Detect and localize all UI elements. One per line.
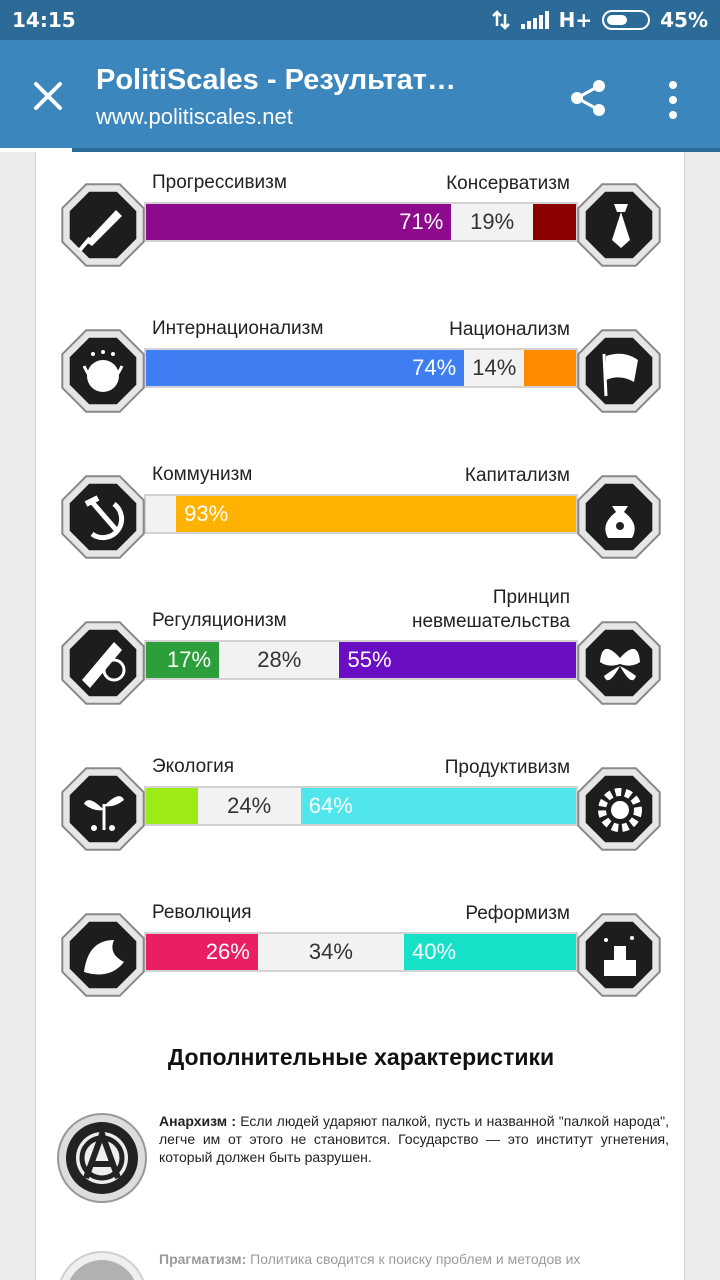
axis-row	[36, 736, 685, 836]
axis-bar	[144, 932, 578, 972]
axis-left-label: Регуляционизм	[152, 610, 287, 631]
bar-segment-right	[524, 350, 576, 386]
additional-item-text	[159, 1250, 669, 1268]
page-title: PolitiScales - Результат…	[96, 64, 456, 96]
close-icon[interactable]	[28, 76, 68, 116]
bar-segment-right	[533, 204, 576, 240]
sprout-icon	[58, 764, 148, 854]
rocket-icon	[58, 180, 148, 270]
battery-icon	[602, 10, 650, 30]
app-bar	[0, 40, 720, 148]
bar-segment-right: 93%	[176, 496, 576, 532]
axis-left-label: Коммунизм	[152, 464, 253, 485]
axis-right-label: Консерватизм	[446, 173, 570, 194]
more-options-icon[interactable]	[662, 78, 684, 122]
additional-section-title: Дополнительные характеристики	[167, 1044, 555, 1070]
axis-left-label: Экология	[152, 756, 235, 777]
data-arrows-icon	[491, 10, 511, 30]
axis-bar	[144, 494, 578, 534]
status-time: 14:15	[12, 8, 76, 32]
axis-row	[36, 152, 685, 252]
additional-item-name: Прагматизм:	[159, 1251, 247, 1267]
pragmatism-seal-icon	[56, 1250, 148, 1280]
bar-segment-right: 64%	[301, 788, 576, 824]
anarchy-seal-icon	[56, 1112, 148, 1204]
bar-segment-mid: 14%	[464, 350, 524, 386]
axis-right-label: Принцип невмешательства	[411, 587, 570, 632]
page-url: www.politiscales.net	[96, 104, 293, 129]
money-bag-icon	[574, 472, 664, 562]
bar-segment-left: 17%	[146, 642, 219, 678]
additional-item-desc: Если людей ударяют палкой, пусть и названной "палкой народа", легче им от этого не становится. Государство — это институт угнетения, который должен быть разрушен.	[159, 1113, 669, 1165]
status-bar	[0, 0, 720, 40]
battery-percent: 45%	[660, 8, 708, 32]
flag-icon	[574, 326, 664, 416]
bar-segment-left: 71%	[146, 204, 451, 240]
axis-row	[36, 587, 685, 690]
ballot-box-icon	[574, 910, 664, 1000]
bar-segment-left	[146, 496, 176, 532]
axis-bar	[144, 202, 578, 242]
axis-row	[36, 444, 685, 544]
bar-segment-mid: 28%	[219, 642, 339, 678]
bar-segment-right: 40%	[404, 934, 576, 970]
axis-right-label: Реформизм	[465, 903, 570, 924]
bar-segment-right: 55%	[339, 642, 576, 678]
ruler-icon	[58, 618, 148, 708]
results-card	[35, 152, 685, 1280]
axis-left-label: Интернационализм	[152, 318, 324, 339]
axis-right-label: Продуктивизм	[444, 757, 570, 778]
gear-icon	[574, 764, 664, 854]
axis-row	[36, 882, 685, 982]
axis-bar	[144, 786, 578, 826]
bar-segment-mid: 34%	[258, 934, 404, 970]
additional-item-name: Анархизм :	[159, 1113, 236, 1129]
axis-right-label: Капитализм	[464, 465, 570, 486]
additional-item-desc: Политика сводится к поиску проблем и методов их	[250, 1251, 581, 1267]
axis-right-label: Национализм	[449, 319, 570, 340]
network-type: H+	[558, 8, 593, 32]
bar-segment-mid: 19%	[451, 204, 533, 240]
bar-segment-mid: 24%	[198, 788, 301, 824]
bar-segment-left: 74%	[146, 350, 464, 386]
additional-item-text	[159, 1112, 669, 1166]
axis-left-label: Прогрессивизм	[152, 172, 287, 193]
axis-row	[36, 298, 685, 398]
globe-icon	[58, 326, 148, 416]
bar-segment-left: 26%	[146, 934, 258, 970]
bar-segment-left	[146, 788, 198, 824]
share-icon[interactable]	[566, 76, 610, 120]
axis-bar	[144, 348, 578, 388]
axis-left-label: Революция	[152, 902, 252, 923]
axis-bar	[144, 640, 578, 680]
status-indicators	[491, 8, 708, 32]
hammer-sickle-icon	[58, 472, 148, 562]
molotov-icon	[58, 910, 148, 1000]
signal-icon	[521, 11, 549, 29]
butterfly-icon	[574, 618, 664, 708]
fountain-pen-icon	[574, 180, 664, 270]
